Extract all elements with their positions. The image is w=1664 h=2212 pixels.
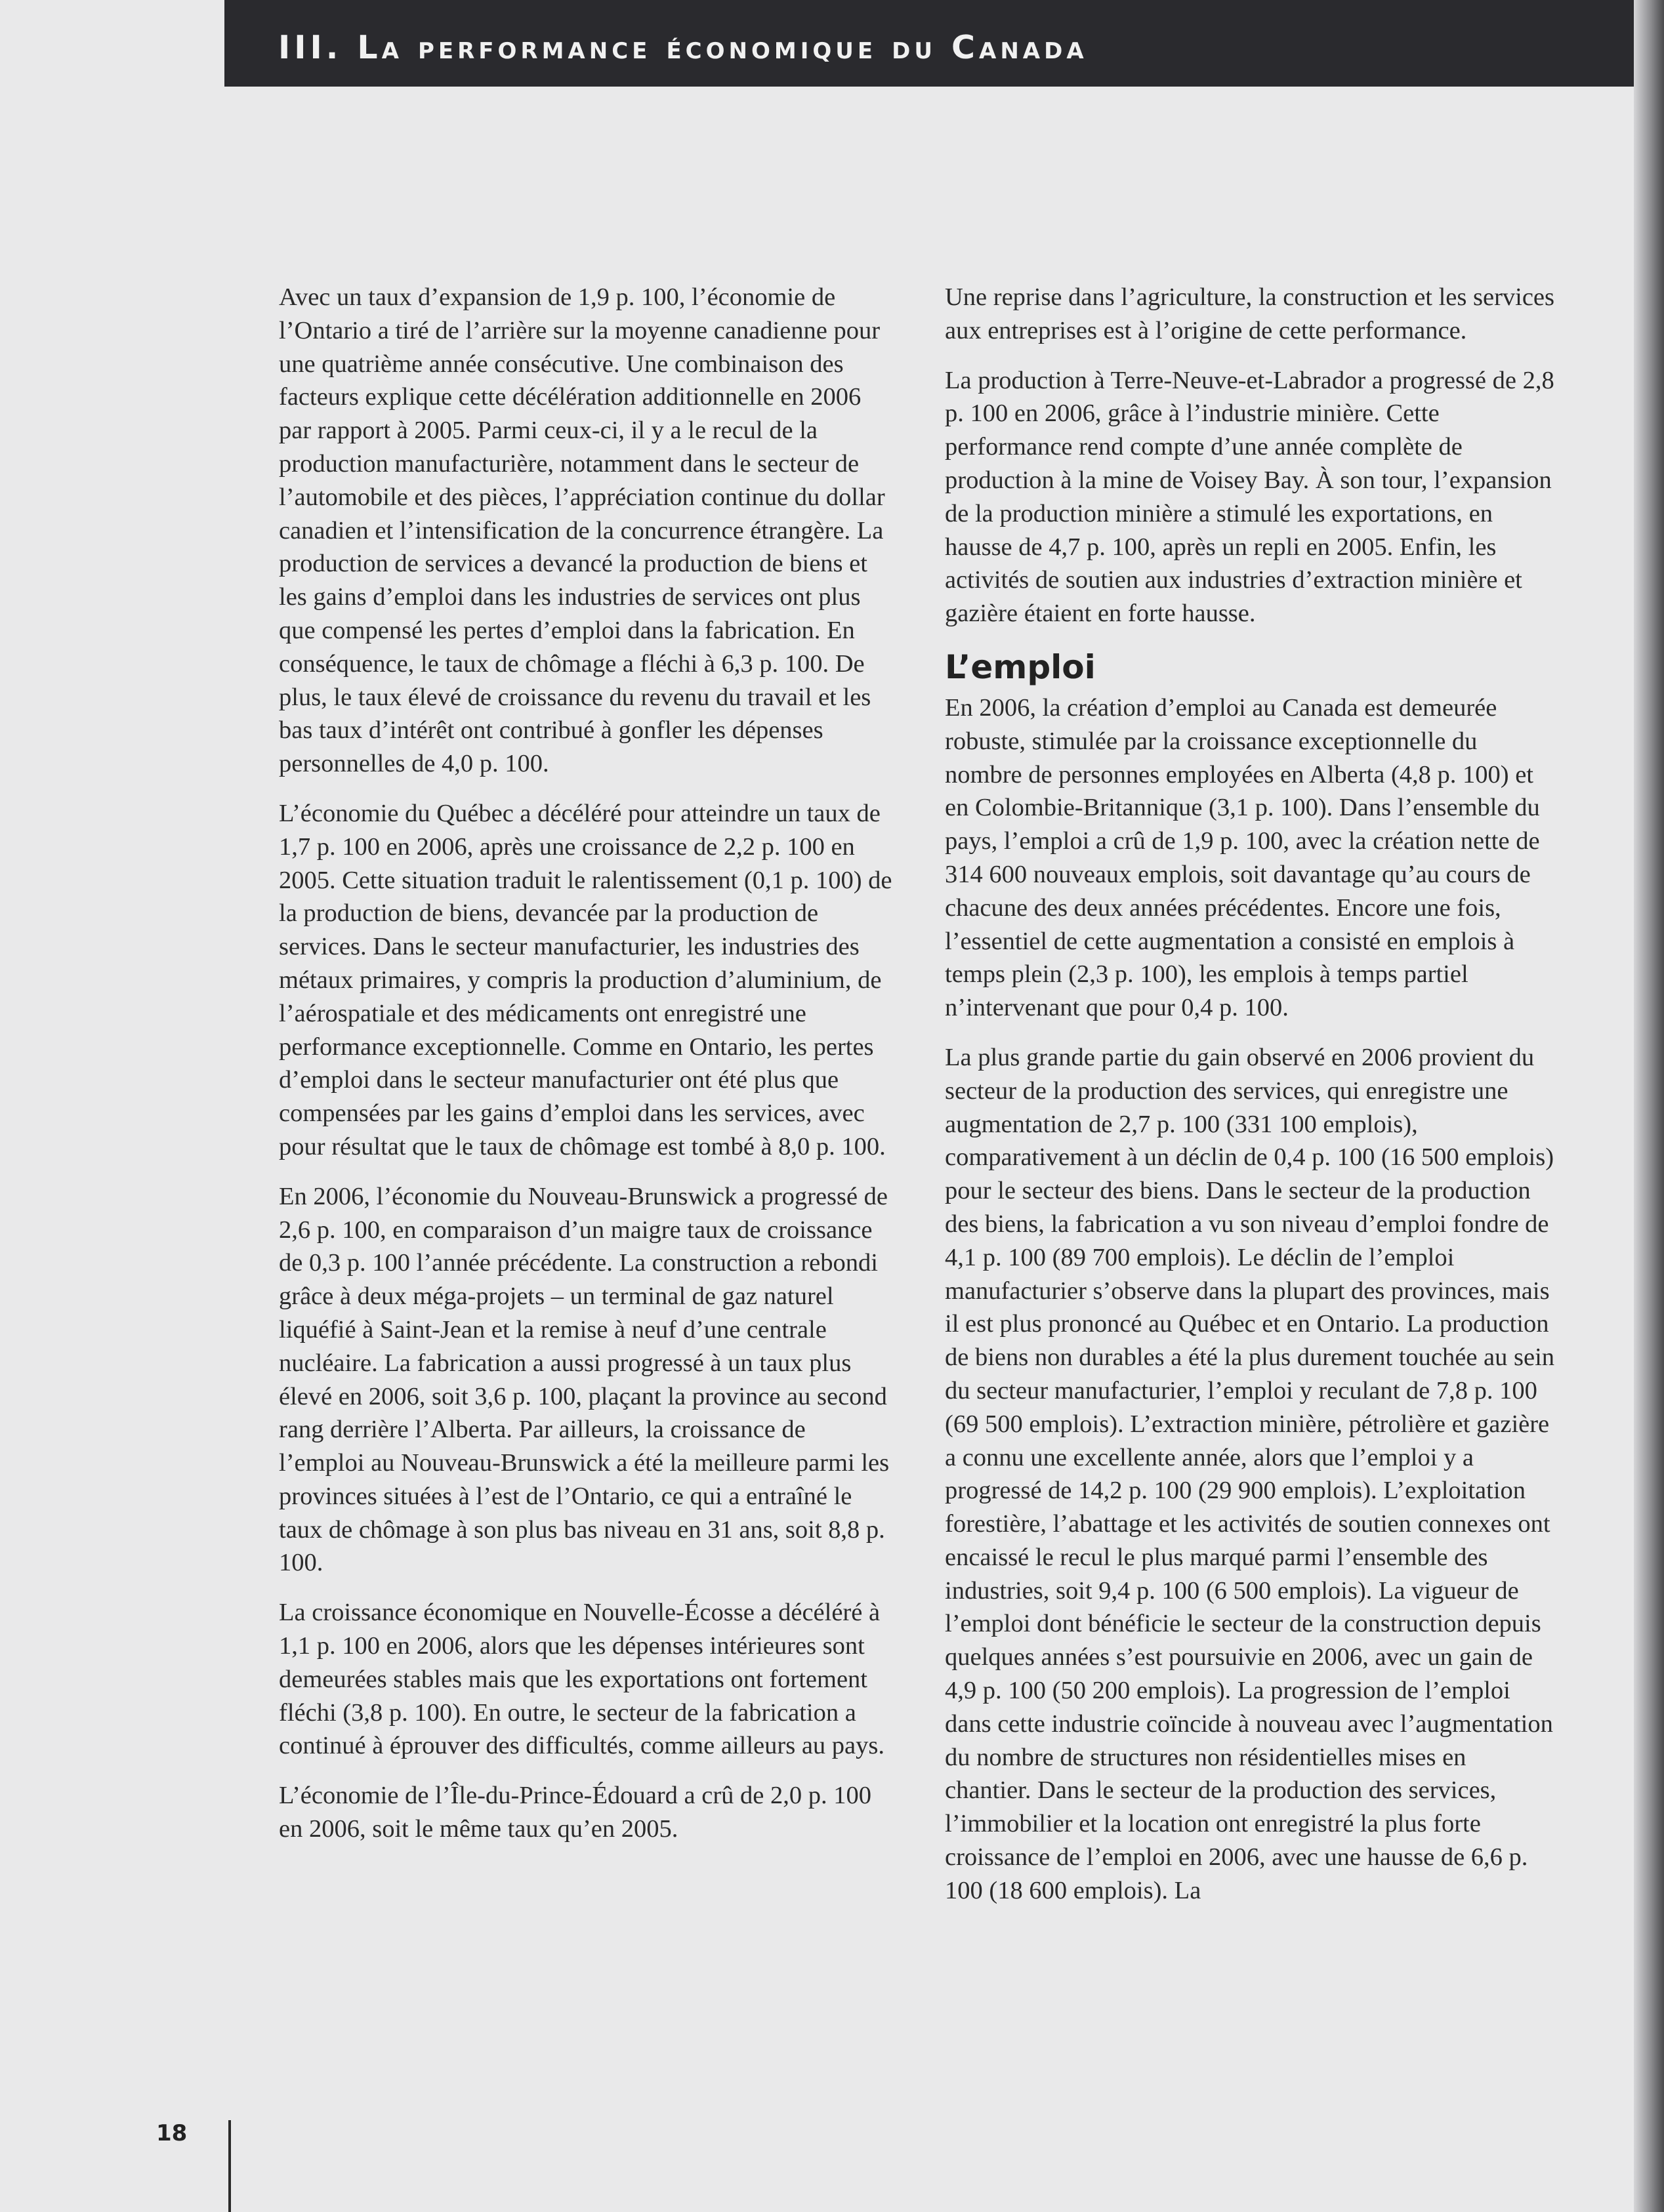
paragraph-emploi-secteurs: La plus grande partie du gain observé en 2006 provient du secteur de la production des services, qui enregistre une augmentation de 2,7 p. 100 (331 100 emplois), comparativement à un déclin de 0,4 p. 100 (16 500 emplois) pour le secteur des biens. Dans le secteur de la production des biens, la fabrication a vu son niveau d’emploi fondre de 4,1 p. 100 (89 700 emplois). Le déclin de l’emploi manufacturier s’observe dans la plupart des provinces, mais il est plus prononcé au Québec et en Ontario. La production de biens non durables a été la plus durement touchée au sein du secteur manufacturier, l’emploi y reculant de 7,8 p. 100 (69 500 emplois). L’extraction minière, pétrolière et gazière a connu une excellente année, alors que l’emploi y a progressé de 14,2 p. 100 (29 900 emplois). L’exploitation forestière, l’abattage et les activités de soutien connexes ont encaissé le recul le plus marqué parmi l’ensemble des industries, soit 9,4 p. 100 (6 500 emplois). La vigueur de l’emploi dont bénéficie le secteur de la construction depuis quelques années s’est poursuivie en 2006, avec un gain de 4,9 p. 100 (50 200 emplois). La progression de l’emploi dans cette industrie coïncide à nouveau avec l’augmentation du nombre de structures non résidentielles mises en chantier. Dans le secteur de la production des services, l’immobilier et la location ont enregistré la plus forte croissance de l’emploi en 2006, avec une hausse de 6,6 p. 100 (18 600 emplois). La (945, 1043, 1555, 1904)
paragraph-quebec: L’économie du Québec a décéléré pour atteindre un taux de 1,7 p. 100 en 2006, après une croissance de 2,2 p. 100 en 2005. Cette situation traduit le ralentissement (0,1 p. 100) de la production de biens, devancée par la production de services. Dans le secteur manufacturier, les industries des métaux primaires, y compris la production d’aluminium, de l’aérospatiale et des médicaments ont enregistré une performance exceptionnelle. Comme en Ontario, les pertes d’emploi dans le secteur manufacturier ont été plus que compensées par les gains d’emploi dans les services, avec pour résultat que le taux de chômage est tombé à 8,0 p. 100. (279, 799, 892, 1160)
page-number: 18 (156, 2120, 188, 2146)
right-column (945, 281, 1558, 1924)
paragraph-nouveau-brunswick: En 2006, l’économie du Nouveau-Brunswick a progressé de 2,6 p. 100, en comparaison d’un maigre taux de croissance de 0,3 p. 100 l’année précédente. La construction a rebondi grâce à deux méga-projets – un terminal de gaz naturel liquéfié à Saint-Jean et la remise à neuf d’une centrale nucléaire. La fabrication a aussi progressé à un taux plus élevé en 2006, soit 3,6 p. 100, plaçant la province au second rang derrière l’Alberta. Par ailleurs, la croissance de l’emploi au Nouveau-Brunswick a été la meilleure parmi les provinces situées à l’est de l’Ontario, ce qui a entraîné le taux de chômage à son plus bas niveau en 31 ans, soit 8,8 p. 100. (279, 1182, 890, 1577)
paragraph-ontario: Avec un taux d’expansion de 1,9 p. 100, l’économie de l’Ontario a tiré de l’arrière sur la moyenne canadienne pour une quatrième année consécutive. Une combinaison des facteurs explique cette décélération additionnelle en 2006 par rapport à 2005. Parmi ceux-ci, il y a le recul de la production manufacturière, notamment dans le secteur de l’automobile et des pièces, l’appréciation continue du dollar canadien et l’intensification de la concurrence étrangère. La production de services a devancé la production de biens et les gains d’emploi dans les industries de services ont plus que compensé les pertes d’emploi dans la fabrication. En conséquence, le taux de chômage a fléchi à 6,3 p. 100. De plus, le taux élevé de croissance du revenu du travail et les bas taux d’intérêt ont contribué à gonfler les dépenses personnelles de 4,0 p. 100. (279, 283, 885, 778)
paragraph-emploi-canada: En 2006, la création d’emploi au Canada est demeurée robuste, stimulée par la croissance exceptionnelle du nombre de personnes employées en Alberta (4,8 p. 100) et en Colombie-Britannique (3,1 p. 100). Dans l’ensemble du pays, l’emploi a crû de 1,9 p. 100, avec la création nette de 314 600 nouveaux emplois, soit davantage qu’au cours de chacune des deux années précédentes. Encore une fois, l’essentiel de cette augmentation a consisté en emplois à temps plein (2,3 p. 100), les emplois à temps partiel n’intervenant que pour 0,4 p. 100. (945, 693, 1540, 1022)
section-header-bar (224, 0, 1664, 87)
paragraph-nouvelle-ecosse: La croissance économique en Nouvelle-Écosse a décéléré à 1,1 p. 100 en 2006, alors que les dépenses intérieures sont demeurées stables mais que les exportations ont fortement fléchi (3,8 p. 100). En outre, le secteur de la fabrication a continué à éprouver des difficultés, comme ailleurs au pays. (279, 1599, 884, 1760)
section-title: III. La performance économique du Canada (278, 29, 1088, 66)
section-heading-emploi: L’emploi (945, 647, 1096, 686)
paragraph-ipe-continued: Une reprise dans l’agriculture, la construction et les services aux entreprises est à l’origine de cette performance. (945, 283, 1555, 344)
left-column (279, 281, 892, 1862)
folio-divider (228, 2120, 231, 2212)
paragraph-ile-du-prince-edouard: L’économie de l’Île-du-Prince-Édouard a crû de 2,0 p. 100 en 2006, soit le même taux qu’en 2005. (279, 1782, 872, 1843)
page-edge-shadow (1634, 0, 1664, 2212)
paragraph-terre-neuve: La production à Terre-Neuve-et-Labrador a progressé de 2,8 p. 100 en 2006, grâce à l’industrie minière. Cette performance rend compte d’une année complète de production à la mine de Voisey Bay. À son tour, l’expansion de la production minière a stimulé les exportations, en hausse de 4,7 p. 100, après un repli en 2005. Enfin, les activités de soutien aux industries d’extraction minière et gazière étaient en forte hausse. (945, 366, 1554, 628)
